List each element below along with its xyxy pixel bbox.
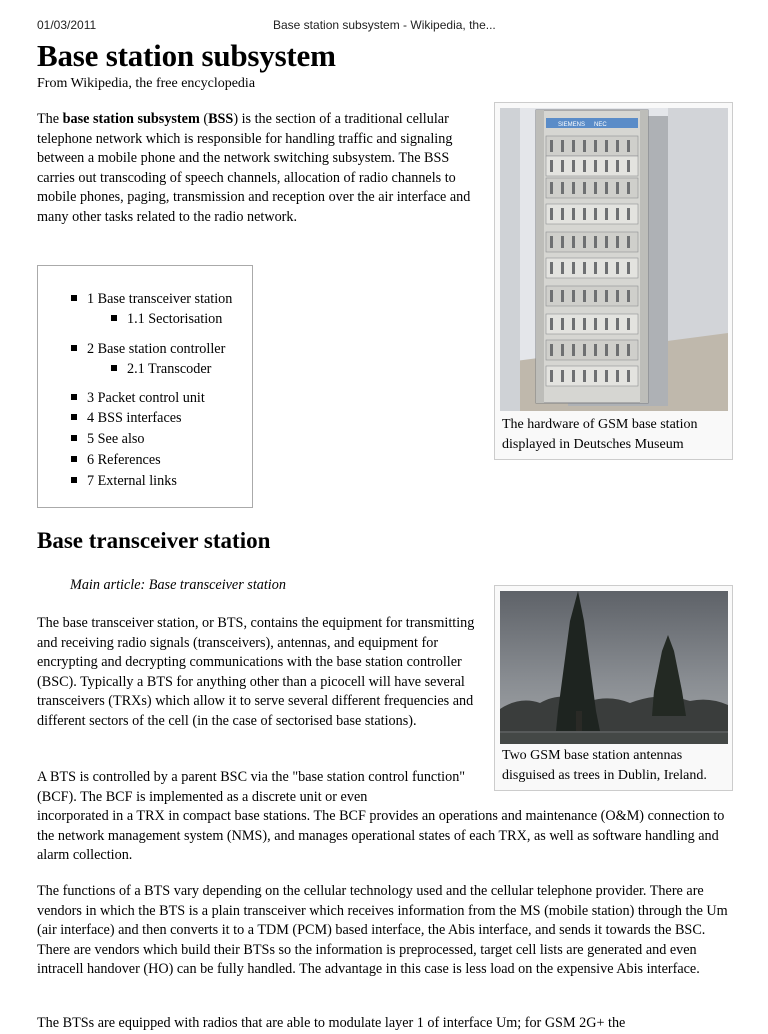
rack-unit <box>546 136 638 156</box>
rack-card-slot <box>627 182 630 194</box>
toc-item-number: 2 <box>87 341 95 357</box>
rack-card-slot <box>616 262 619 274</box>
toc-item-label: Packet control unit <box>97 390 205 406</box>
rack-card-slot <box>561 370 564 382</box>
rack-card-slot <box>550 236 553 248</box>
rack-card-slot <box>550 318 553 330</box>
rack-card-slot <box>550 182 553 194</box>
paragraph-bts-control-part1: A BTS is controlled by a parent BSC via the "base station control function" (BCF). The BCF is implemented as a discrete unit or even <box>37 769 466 805</box>
rack-card-slot <box>572 370 575 382</box>
toc-item-number: 1 <box>87 291 95 307</box>
bss-hardware-image[interactable] <box>500 108 728 411</box>
rack-card-slot <box>616 370 619 382</box>
rack-card-slot <box>561 262 564 274</box>
rack-card-slot <box>583 290 586 302</box>
paragraph-bts-control-part2: incorporated in a TRX in compact base stations. The BCF provides an operations and maintenance (O&M) connection to the network management system (NMS), and manages operational states of each TRX, as well as software handling and alarm collection. <box>37 808 725 864</box>
figure-bss-hardware-caption: The hardware of GSM base station displayed in Deutsches Museum <box>502 417 698 452</box>
rack-card-slot <box>605 182 608 194</box>
rack-card-slot <box>572 344 575 356</box>
rack-card-slot <box>627 290 630 302</box>
toc-item-label: External links <box>97 473 177 489</box>
rack-card-slot <box>572 236 575 248</box>
antenna-trees-illustration <box>500 591 728 744</box>
rack-card-slot <box>583 140 586 152</box>
rack-card-slot <box>605 208 608 220</box>
toc-item[interactable] <box>71 340 225 359</box>
rack-card-slot <box>550 208 553 220</box>
rack-card-slot <box>594 160 597 172</box>
toc-item-label: Transcoder <box>148 361 212 377</box>
rack-card-slot <box>627 344 630 356</box>
rack-card-slot <box>616 182 619 194</box>
toc-bullet-icon <box>71 394 77 400</box>
toc-item-number: 7 <box>87 473 95 489</box>
toc-item-number: 1.1 <box>127 311 145 327</box>
toc-item[interactable] <box>71 430 145 449</box>
toc-bullet-icon <box>71 414 77 420</box>
toc-bullet-icon <box>71 345 77 351</box>
rack-card-slot <box>594 208 597 220</box>
rack-card-slot <box>583 208 586 220</box>
rack-card-slot <box>616 160 619 172</box>
toc-item[interactable] <box>111 360 211 379</box>
rack-card-slot <box>594 182 597 194</box>
toc-item-label: Base transceiver station <box>97 291 233 307</box>
intro-text-post: ) is the section of a traditional cellular telephone network which is responsible for handling traffic and signaling between a mobile phone and the network switching subsystem. The BSS carries out transcoding of speech channels, allocation of radio channels to mobile phones, paging, transmission and reception over the air interface and many other tasks related to the radio network. <box>37 111 471 225</box>
rack-card-slot <box>572 262 575 274</box>
rack-card-slot <box>594 262 597 274</box>
rack-unit <box>546 204 638 224</box>
toc-bullet-icon <box>111 315 117 321</box>
rack-card-slot <box>550 140 553 152</box>
rack-card-slot <box>605 290 608 302</box>
rack-card-slot <box>550 370 553 382</box>
toc-item[interactable] <box>71 389 205 408</box>
paragraph-bts-functions: The functions of a BTS vary depending on the cellular technology used and the cellular telephone provider. There are vendors in which the BTS is a plain transceiver which receives information from the MS (mobile station) through the Um (air interface) and then converts it to a TDM (PCM) based interface, the Abis interface, and sends it towards the BSC. There are vendors which build their BTSs so the information is preprocessed, target cell lists are generated and even intracell handover (HO) can be fully handled. The advantage in this case is less load on the expensive Abis interface. <box>37 883 728 978</box>
rack-card-slot <box>627 318 630 330</box>
toc-item[interactable] <box>71 409 182 428</box>
rack-card-slot <box>561 290 564 302</box>
rack-unit <box>546 258 638 278</box>
intro-paragraph <box>37 110 485 228</box>
toc-item[interactable] <box>111 310 222 329</box>
rack-unit <box>546 340 638 360</box>
rack-card-slot <box>583 318 586 330</box>
rack-card-slot <box>616 140 619 152</box>
rack-card-slot <box>572 182 575 194</box>
rack-card-slot <box>550 262 553 274</box>
rack-card-slot <box>627 262 630 274</box>
rack-card-slot <box>616 318 619 330</box>
rack-card-slot <box>605 370 608 382</box>
print-header <box>37 18 737 34</box>
rack-card-slot <box>605 318 608 330</box>
print-date: 01/03/2011 <box>37 18 97 32</box>
bss-cabinet-illustration <box>500 108 728 411</box>
rack-card-slot <box>572 160 575 172</box>
table-of-contents <box>37 265 253 508</box>
intro-text-mid: ( <box>199 111 209 127</box>
rack-card-slot <box>627 160 630 172</box>
rack-card-slot <box>583 236 586 248</box>
toc-item-number: 2.1 <box>127 361 145 377</box>
rack-card-slot <box>594 236 597 248</box>
rack-card-slot <box>561 140 564 152</box>
figure-antenna-trees <box>494 585 733 791</box>
toc-item-number: 4 <box>87 410 95 426</box>
toc-item-label: Base station controller <box>97 341 226 357</box>
rack-card-slot <box>561 182 564 194</box>
tagline: From Wikipedia, the free encyclopedia <box>37 76 256 91</box>
toc-item[interactable] <box>71 451 161 470</box>
toc-bullet-icon <box>71 435 77 441</box>
rack-card-slot <box>627 370 630 382</box>
rack-card-slot <box>627 208 630 220</box>
toc-item-label: Sectorisation <box>148 311 223 327</box>
rack-unit <box>546 314 638 334</box>
toc-item-label: See also <box>97 431 145 447</box>
paragraph-bts-definition: The base transceiver station, or BTS, contains the equipment for transmitting and receiving radio signals (transceivers), antennas, and equipment for encrypting and decrypting communications with the base station controller (BSC). Typically a BTS for anything other than a picocell will have several transceivers (TRXs) which allow it to serve several different frequencies and different sectors of the cell (in the case of sectorised base stations). <box>37 615 475 729</box>
rack-card-slot <box>605 140 608 152</box>
rack-card-slot <box>616 290 619 302</box>
rack-card-slot <box>572 140 575 152</box>
rack-card-slot <box>616 236 619 248</box>
rack-card-slot <box>605 344 608 356</box>
main-article-hatnote[interactable]: Main article: Base transceiver station <box>70 577 286 593</box>
page-title: Base station subsystem <box>37 38 336 73</box>
toc-item-number: 3 <box>87 390 95 406</box>
toc-bullet-icon <box>71 456 77 462</box>
toc-item-label: BSS interfaces <box>97 410 182 426</box>
intro-term-bss-full: base station subsystem <box>62 111 200 127</box>
rack-card-slot <box>572 318 575 330</box>
rack-card-slot <box>561 236 564 248</box>
toc-item[interactable] <box>71 472 177 491</box>
rack-card-slot <box>550 160 553 172</box>
rack-card-slot <box>627 236 630 248</box>
rack-card-slot <box>561 208 564 220</box>
paragraph-bts-radios-cutoff: The BTSs are equipped with radios that are able to modulate layer 1 of interface Um; for GSM 2G+ the <box>37 1015 626 1031</box>
toc-bullet-icon <box>71 295 77 301</box>
intro-text-pre: The <box>37 111 63 127</box>
rack-unit <box>546 156 638 176</box>
toc-item-number: 6 <box>87 452 95 468</box>
rack-card-slot <box>561 344 564 356</box>
rack-card-slot <box>583 370 586 382</box>
rack-card-slot <box>605 262 608 274</box>
toc-item-number: 5 <box>87 431 95 447</box>
rack-unit <box>546 232 638 252</box>
rack-unit <box>546 366 638 386</box>
toc-item-label: References <box>97 452 161 468</box>
rack-unit <box>546 178 638 198</box>
toc-item[interactable] <box>71 290 232 309</box>
rack-card-slot <box>616 344 619 356</box>
figure-bss-hardware <box>494 102 733 460</box>
rack-card-slot <box>583 160 586 172</box>
rack-card-slot <box>550 344 553 356</box>
rack-card-slot <box>561 318 564 330</box>
print-doc-title: Base station subsystem - Wikipedia, the... <box>273 18 496 32</box>
rack-card-slot <box>594 344 597 356</box>
rack-card-slot <box>594 318 597 330</box>
rack-card-slot <box>594 290 597 302</box>
rack-card-slot <box>627 140 630 152</box>
antenna-trees-image[interactable] <box>500 591 728 744</box>
rack-units <box>546 136 638 386</box>
toc-bullet-icon <box>111 365 117 371</box>
rack-card-slot <box>594 370 597 382</box>
rack-card-slot <box>561 160 564 172</box>
rack-card-slot <box>550 290 553 302</box>
rack-card-slot <box>583 262 586 274</box>
rack-card-slot <box>594 140 597 152</box>
rack-card-slot <box>572 208 575 220</box>
toc-bullet-icon <box>71 477 77 483</box>
brand-badge-2: NEC <box>594 122 607 128</box>
rack-card-slot <box>605 236 608 248</box>
rack-card-slot <box>583 182 586 194</box>
section-heading-bts: Base transceiver station <box>37 528 271 553</box>
paragraph-bts-control <box>37 768 737 866</box>
rack-unit <box>546 286 638 306</box>
rack-card-slot <box>583 344 586 356</box>
rack-card-slot <box>605 160 608 172</box>
brand-badge-1: SIEMENS <box>558 122 586 128</box>
rack-card-slot <box>616 208 619 220</box>
intro-term-bss-abbr: BSS <box>208 111 234 127</box>
figure-antenna-trees-caption: Two GSM base station antennas disguised as trees in Dublin, Ireland. <box>502 748 707 783</box>
rack-card-slot <box>572 290 575 302</box>
